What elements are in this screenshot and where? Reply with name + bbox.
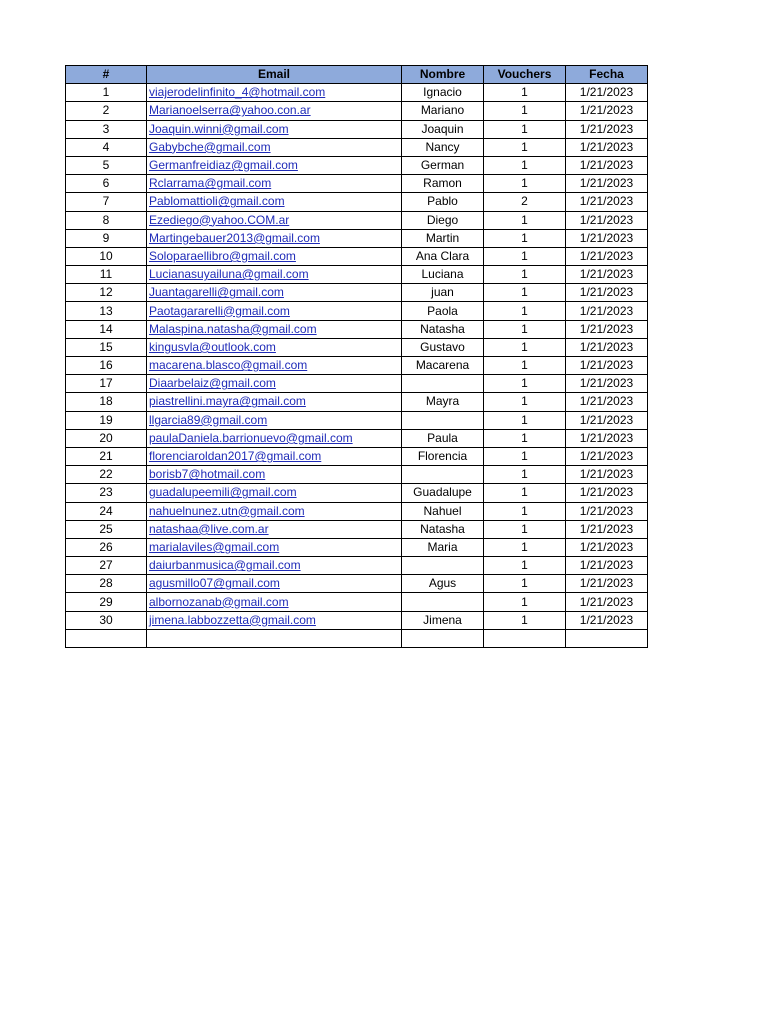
- fecha-cell: 1/21/2023: [566, 229, 648, 247]
- nombre-cell: Guadalupe: [402, 484, 484, 502]
- email-cell: [147, 102, 402, 120]
- nombre-cell: Natasha: [402, 520, 484, 538]
- nombre-cell: Jimena: [402, 611, 484, 629]
- row-number: 9: [66, 229, 147, 247]
- email-link[interactable]: Gabybche@gmail.com: [149, 139, 271, 154]
- row-number: 15: [66, 338, 147, 356]
- email-cell: [147, 484, 402, 502]
- table-row: [66, 84, 648, 102]
- fecha-cell: 1/21/2023: [566, 175, 648, 193]
- email-link[interactable]: daiurbanmusica@gmail.com: [149, 558, 301, 573]
- fecha-cell: 1/21/2023: [566, 557, 648, 575]
- fecha-cell: 1/21/2023: [566, 247, 648, 265]
- nombre-cell: Maria: [402, 538, 484, 556]
- vouchers-cell: 1: [484, 266, 566, 284]
- email-cell: [147, 502, 402, 520]
- fecha-cell: 1/21/2023: [566, 357, 648, 375]
- table-row: [66, 484, 648, 502]
- email-cell: [147, 302, 402, 320]
- table-row: [66, 466, 648, 484]
- email-cell: [147, 411, 402, 429]
- vouchers-cell: 1: [484, 429, 566, 447]
- header-row: [66, 66, 648, 84]
- fecha-cell: 1/21/2023: [566, 120, 648, 138]
- vouchers-cell: 1: [484, 502, 566, 520]
- email-cell: [147, 120, 402, 138]
- row-number: 26: [66, 538, 147, 556]
- email-link[interactable]: Martingebauer2013@gmail.com: [149, 230, 320, 245]
- row-number: 18: [66, 393, 147, 411]
- email-link[interactable]: macarena.blasco@gmail.com: [149, 358, 308, 373]
- vouchers-cell: [484, 629, 566, 647]
- row-number: 19: [66, 411, 147, 429]
- nombre-cell: Mariano: [402, 102, 484, 120]
- email-cell: [147, 447, 402, 465]
- row-number: 7: [66, 193, 147, 211]
- row-number: 16: [66, 357, 147, 375]
- row-number: 25: [66, 520, 147, 538]
- row-number: 29: [66, 593, 147, 611]
- vouchers-cell: 1: [484, 466, 566, 484]
- nombre-cell: Ignacio: [402, 84, 484, 102]
- vouchers-cell: 1: [484, 575, 566, 593]
- fecha-cell: 1/21/2023: [566, 266, 648, 284]
- vouchers-cell: 1: [484, 393, 566, 411]
- table-row: [66, 102, 648, 120]
- row-number: 20: [66, 429, 147, 447]
- row-number: 3: [66, 120, 147, 138]
- row-number: 6: [66, 175, 147, 193]
- email-cell: [147, 593, 402, 611]
- email-cell: [147, 284, 402, 302]
- email-cell: [147, 211, 402, 229]
- email-cell: [147, 156, 402, 174]
- email-cell: [147, 629, 402, 647]
- table-row: [66, 593, 648, 611]
- fecha-cell: 1/21/2023: [566, 575, 648, 593]
- table-row: [66, 611, 648, 629]
- fecha-cell: 1/21/2023: [566, 538, 648, 556]
- nombre-cell: [402, 557, 484, 575]
- table-row: [66, 393, 648, 411]
- table-row: [66, 266, 648, 284]
- email-link[interactable]: Marianoelserra@yahoo.con.ar: [149, 103, 311, 118]
- row-number: 12: [66, 284, 147, 302]
- email-link[interactable]: Rclarrama@gmail.com: [149, 176, 272, 191]
- row-number: 30: [66, 611, 147, 629]
- vouchers-cell: 1: [484, 320, 566, 338]
- nombre-cell: juan: [402, 284, 484, 302]
- email-link[interactable]: Paotagararelli@gmail.com: [149, 303, 290, 318]
- vouchers-cell: 1: [484, 211, 566, 229]
- email-cell: [147, 247, 402, 265]
- nombre-cell: Ramon: [402, 175, 484, 193]
- vouchers-cell: 1: [484, 175, 566, 193]
- vouchers-cell: 1: [484, 484, 566, 502]
- fecha-cell: [566, 629, 648, 647]
- email-cell: [147, 557, 402, 575]
- email-cell: [147, 320, 402, 338]
- vouchers-table: [65, 65, 648, 648]
- row-number: 5: [66, 156, 147, 174]
- table-row: [66, 156, 648, 174]
- vouchers-cell: 1: [484, 447, 566, 465]
- fecha-cell: 1/21/2023: [566, 302, 648, 320]
- email-link[interactable]: Soloparaellibro@gmail.com: [149, 248, 296, 263]
- vouchers-cell: 1: [484, 284, 566, 302]
- nombre-cell: [402, 629, 484, 647]
- vouchers-cell: 1: [484, 593, 566, 611]
- fecha-cell: 1/21/2023: [566, 611, 648, 629]
- nombre-cell: Ana Clara: [402, 247, 484, 265]
- fecha-cell: 1/21/2023: [566, 102, 648, 120]
- vouchers-cell: 1: [484, 357, 566, 375]
- header-vouchers: Vouchers: [484, 66, 566, 84]
- fecha-cell: 1/21/2023: [566, 375, 648, 393]
- header-nombre: Nombre: [402, 66, 484, 84]
- nombre-cell: Diego: [402, 211, 484, 229]
- table-row: [66, 629, 648, 647]
- email-cell: [147, 611, 402, 629]
- table-body: [66, 84, 648, 648]
- nombre-cell: Macarena: [402, 357, 484, 375]
- nombre-cell: German: [402, 156, 484, 174]
- nombre-cell: Paola: [402, 302, 484, 320]
- vouchers-cell: 1: [484, 375, 566, 393]
- email-cell: [147, 429, 402, 447]
- email-link[interactable]: kingusvla@outlook.com: [149, 339, 276, 354]
- email-link[interactable]: Ezediego@yahoo.COM.ar: [149, 212, 290, 227]
- row-number: 27: [66, 557, 147, 575]
- email-link[interactable]: nahuelnunez.utn@gmail.com: [149, 503, 305, 518]
- fecha-cell: 1/21/2023: [566, 320, 648, 338]
- email-cell: [147, 266, 402, 284]
- nombre-cell: [402, 466, 484, 484]
- vouchers-cell: 1: [484, 84, 566, 102]
- row-number: 23: [66, 484, 147, 502]
- email-link[interactable]: borisb7@hotmail.com: [149, 467, 266, 482]
- nombre-cell: Nancy: [402, 138, 484, 156]
- fecha-cell: 1/21/2023: [566, 502, 648, 520]
- fecha-cell: 1/21/2023: [566, 593, 648, 611]
- email-link[interactable]: florenciaroldan2017@gmail.com: [149, 449, 322, 464]
- email-cell: [147, 229, 402, 247]
- table-row: [66, 575, 648, 593]
- table-row: [66, 557, 648, 575]
- email-link[interactable]: Germanfreidiaz@gmail.com: [149, 158, 298, 173]
- vouchers-cell: 1: [484, 520, 566, 538]
- email-cell: [147, 375, 402, 393]
- fecha-cell: 1/21/2023: [566, 338, 648, 356]
- fecha-cell: 1/21/2023: [566, 466, 648, 484]
- vouchers-cell: 1: [484, 302, 566, 320]
- nombre-cell: Martin: [402, 229, 484, 247]
- email-cell: [147, 138, 402, 156]
- vouchers-cell: 1: [484, 338, 566, 356]
- row-number: 24: [66, 502, 147, 520]
- row-number: 28: [66, 575, 147, 593]
- table-row: [66, 320, 648, 338]
- fecha-cell: 1/21/2023: [566, 447, 648, 465]
- fecha-cell: 1/21/2023: [566, 520, 648, 538]
- email-link[interactable]: Diaarbelaiz@gmail.com: [149, 376, 276, 391]
- email-link[interactable]: Joaquin.winni@gmail.com: [149, 121, 289, 136]
- table-row: [66, 247, 648, 265]
- email-link[interactable]: agusmillo07@gmail.com: [149, 576, 280, 591]
- vouchers-cell: 1: [484, 229, 566, 247]
- vouchers-cell: 1: [484, 611, 566, 629]
- table-row: [66, 520, 648, 538]
- row-number: 21: [66, 447, 147, 465]
- email-link[interactable]: guadalupeemili@gmail.com: [149, 485, 297, 500]
- table-row: [66, 429, 648, 447]
- row-number: 2: [66, 102, 147, 120]
- email-cell: [147, 538, 402, 556]
- fecha-cell: 1/21/2023: [566, 84, 648, 102]
- vouchers-cell: 1: [484, 138, 566, 156]
- fecha-cell: 1/21/2023: [566, 393, 648, 411]
- email-cell: [147, 466, 402, 484]
- fecha-cell: 1/21/2023: [566, 193, 648, 211]
- fecha-cell: 1/21/2023: [566, 156, 648, 174]
- email-cell: [147, 520, 402, 538]
- fecha-cell: 1/21/2023: [566, 484, 648, 502]
- row-number: 14: [66, 320, 147, 338]
- fecha-cell: 1/21/2023: [566, 429, 648, 447]
- email-link[interactable]: llgarcia89@gmail.com: [149, 412, 268, 427]
- row-number: 1: [66, 84, 147, 102]
- nombre-cell: Paula: [402, 429, 484, 447]
- row-number: [66, 629, 147, 647]
- table-row: [66, 138, 648, 156]
- nombre-cell: Florencia: [402, 447, 484, 465]
- fecha-cell: 1/21/2023: [566, 138, 648, 156]
- row-number: 17: [66, 375, 147, 393]
- header-num: #: [66, 66, 147, 84]
- nombre-cell: Agus: [402, 575, 484, 593]
- email-link[interactable]: Juantagarelli@gmail.com: [149, 285, 284, 300]
- email-cell: [147, 338, 402, 356]
- email-link[interactable]: Malaspina.natasha@gmail.com: [149, 321, 317, 336]
- vouchers-cell: 1: [484, 538, 566, 556]
- table-row: [66, 120, 648, 138]
- nombre-cell: [402, 411, 484, 429]
- table-row: [66, 302, 648, 320]
- vouchers-cell: 1: [484, 102, 566, 120]
- table-row: [66, 357, 648, 375]
- email-link[interactable]: marialaviles@gmail.com: [149, 539, 280, 554]
- table-row: [66, 338, 648, 356]
- table-row: [66, 175, 648, 193]
- email-link[interactable]: jimena.labbozzetta@gmail.com: [149, 612, 316, 627]
- row-number: 22: [66, 466, 147, 484]
- table-row: [66, 411, 648, 429]
- email-link[interactable]: paulaDaniela.barrionuevo@gmail.com: [149, 430, 353, 445]
- email-link[interactable]: piastrellini.mayra@gmail.com: [149, 394, 306, 409]
- table-row: [66, 447, 648, 465]
- table-row: [66, 211, 648, 229]
- table-row: [66, 502, 648, 520]
- fecha-cell: 1/21/2023: [566, 411, 648, 429]
- nombre-cell: Nahuel: [402, 502, 484, 520]
- table-row: [66, 193, 648, 211]
- vouchers-cell: 1: [484, 557, 566, 575]
- table-row: [66, 375, 648, 393]
- email-cell: [147, 175, 402, 193]
- vouchers-cell: 1: [484, 247, 566, 265]
- header-email: Email: [147, 66, 402, 84]
- table-row: [66, 229, 648, 247]
- row-number: 8: [66, 211, 147, 229]
- email-cell: [147, 357, 402, 375]
- email-cell: [147, 193, 402, 211]
- table-row: [66, 538, 648, 556]
- header-fecha: Fecha: [566, 66, 648, 84]
- vouchers-cell: 2: [484, 193, 566, 211]
- row-number: 11: [66, 266, 147, 284]
- vouchers-cell: 1: [484, 156, 566, 174]
- email-link[interactable]: Pablomattioli@gmail.com: [149, 194, 285, 209]
- email-cell: [147, 393, 402, 411]
- fecha-cell: 1/21/2023: [566, 284, 648, 302]
- row-number: 10: [66, 247, 147, 265]
- nombre-cell: [402, 593, 484, 611]
- nombre-cell: Mayra: [402, 393, 484, 411]
- email-cell: [147, 84, 402, 102]
- row-number: 13: [66, 302, 147, 320]
- table-row: [66, 284, 648, 302]
- email-link[interactable]: viajerodelinfinito_4@hotmail.com: [149, 85, 326, 100]
- email-link[interactable]: albornozanab@gmail.com: [149, 594, 289, 609]
- vouchers-cell: 1: [484, 120, 566, 138]
- nombre-cell: Natasha: [402, 320, 484, 338]
- vouchers-cell: 1: [484, 411, 566, 429]
- email-link[interactable]: Lucianasuyailuna@gmail.com: [149, 267, 309, 282]
- nombre-cell: Pablo: [402, 193, 484, 211]
- nombre-cell: Gustavo: [402, 338, 484, 356]
- nombre-cell: Luciana: [402, 266, 484, 284]
- nombre-cell: [402, 375, 484, 393]
- nombre-cell: Joaquin: [402, 120, 484, 138]
- fecha-cell: 1/21/2023: [566, 211, 648, 229]
- email-link[interactable]: natashaa@live.com.ar: [149, 521, 269, 536]
- row-number: 4: [66, 138, 147, 156]
- email-cell: [147, 575, 402, 593]
